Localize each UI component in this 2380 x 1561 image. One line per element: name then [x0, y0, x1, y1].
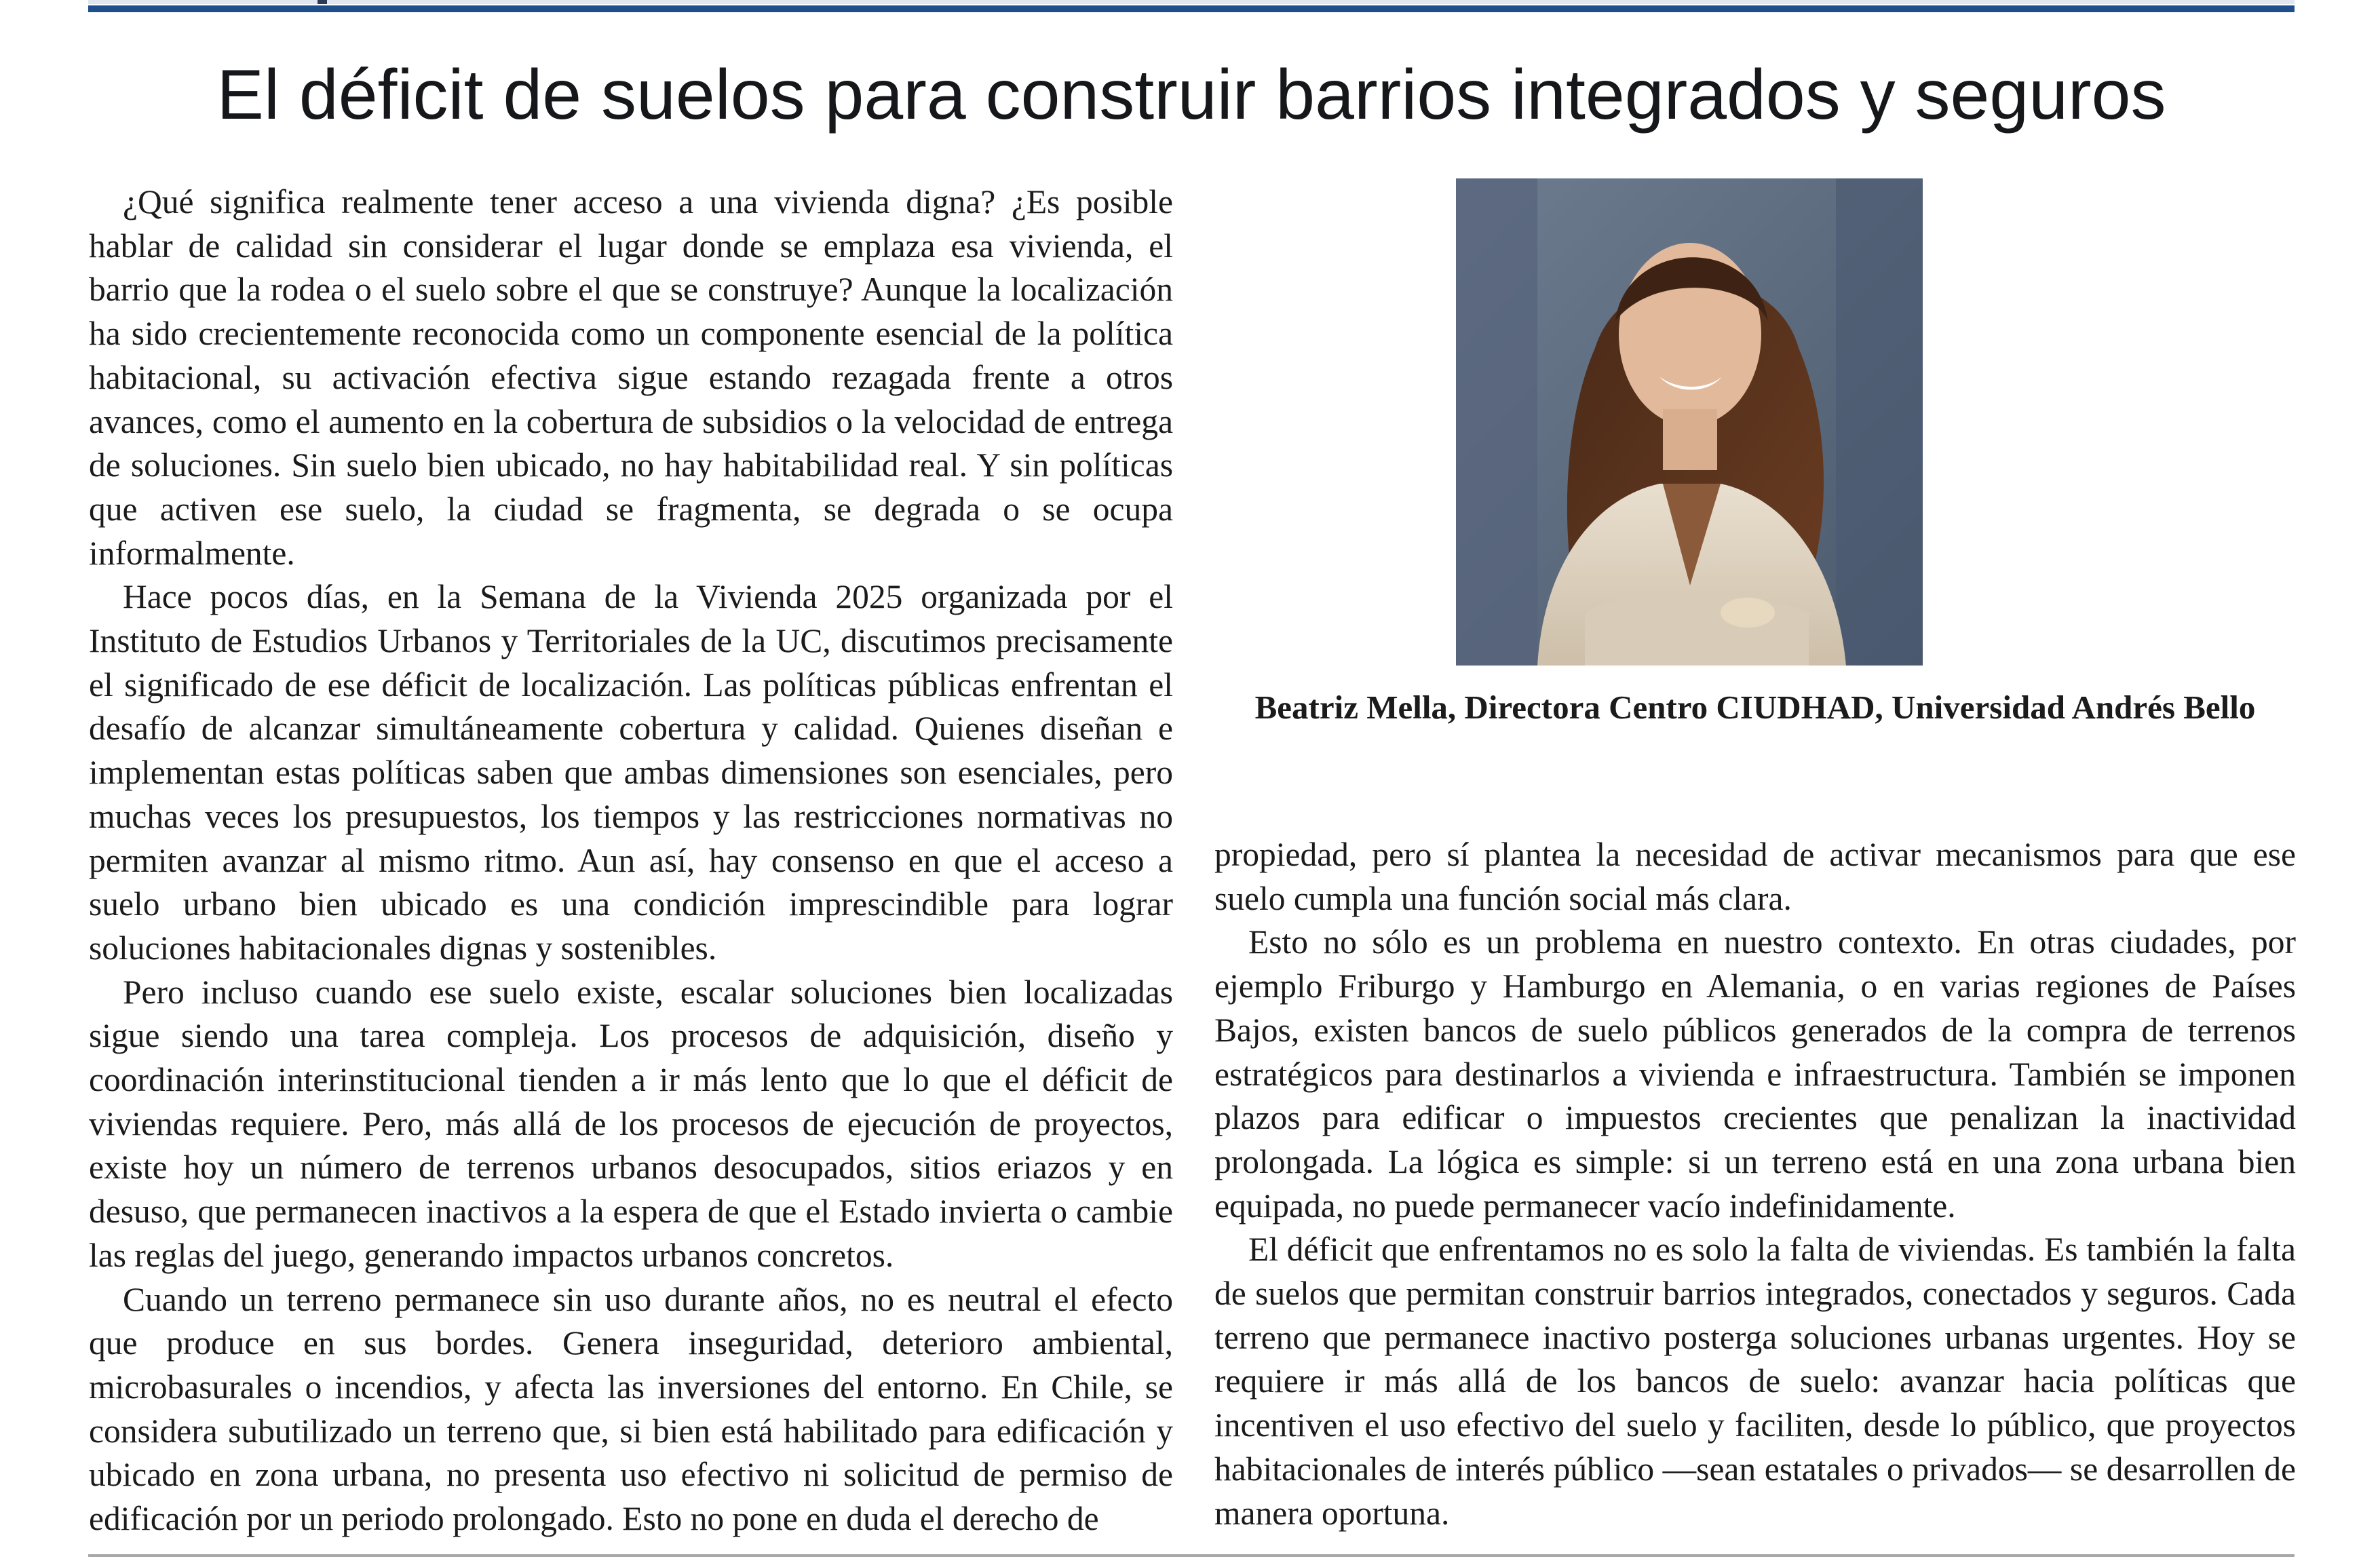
- paragraph-5: Esto no sólo es un problema en nuestro contexto. En otras ciudades, por ejemplo Friburgo y Hamburgo en Alemania, o en varias regiones de Países Bajos, existen bancos de suelo públicos generados de la compra de terrenos estratégicos para destinarlos a vivienda e infraestructura. También se imponen plazos para edificar o impuestos crecientes que penalizan la inactividad prolongada. La lógica es simple: si un terreno está en una zona urbana bien equipada, no puede permanecer vacío indefinidamente.: [1214, 923, 2296, 1225]
- footer-rule: [88, 1554, 2295, 1557]
- header-mark: [318, 0, 327, 4]
- header-rule: [88, 5, 2295, 12]
- photo-caption: Beatriz Mella, Directora Centro CIUDHAD, Universidad Andrés Bello: [1254, 689, 2256, 726]
- paragraph-4-continued: propiedad, pero sí plantea la necesidad de activar mecanismos para que ese suelo cumpla una función social más clara.: [1214, 836, 2296, 917]
- paragraph-1: ¿Qué significa realmente tener acceso a una vivienda digna? ¿Es posible hablar de calidad sin considerar el lugar donde se emplaza esa vivienda, el barrio que la rodea o el suelo sobre el que se construye? Aunque la localización ha sido crecientemente reconocida como un componente esencial de la política habitacional, su activación efectiva sigue estando rezagada frente a otros avances, como el aumento en la cobertura de subsidios o la velocidad de entrega de soluciones. Sin suelo bien ubicado, no hay habitabilidad real. Y sin políticas que activen ese suelo, la ciudad se fragmenta, se degrada o se ocupa informalmente.: [89, 183, 1173, 572]
- paragraph-2: Hace pocos días, en la Semana de la Vivienda 2025 organizada por el Instituto de Estudios Urbanos y Territoriales de la UC, discutimos precisamente el significado de ese déficit de localización. Las políticas públicas enfrentan el desafío de alcanzar simultáneamente cobertura y calidad. Quienes diseñan e implementan estas políticas saben que ambas dimensiones son esenciales, pero muchas veces los presupuestos, los tiempos y las restricciones normativas no permiten avanzar al mismo ritmo. Aun así, hay consenso en que el acceso a suelo urbano bien ubicado es una condición imprescindible para lograr soluciones habitacionales dignas y sostenibles.: [89, 578, 1173, 967]
- article-column-right: [1214, 833, 2296, 1545]
- paragraph-3: Pero incluso cuando ese suelo existe, escalar soluciones bien localizadas sigue siendo una tarea compleja. Los procesos de adquisición, diseño y coordinación interinstitucional tienden a ir más lento que lo que el déficit de viviendas requiere. Pero, más allá de los procesos de ejecución de proyectos, existe hoy un número de terrenos urbanos desocupados, sitios eriazos y en desuso, que permanecen inactivos a la espera de que el Estado invierta o cambie las reglas del juego, generando impactos urbanos concretos.: [89, 973, 1173, 1274]
- article-column-left: [89, 180, 1173, 1537]
- paragraph-4: Cuando un terreno permanece sin uso durante años, no es neutral el efecto que produce en sus bordes. Genera inseguridad, deterioro ambiental, microbasurales o incendios, y afecta las inversiones del entorno. En Chile, se considera subutilizado un terreno que, si bien está habilitado para edificación y ubicado en zona urbana, no presenta uso efectivo ni solicitud de permiso de edificación por un periodo prolongado. Esto no pone en duda el derecho de: [89, 1280, 1173, 1538]
- paragraph-6: El déficit que enfrentamos no es solo la falta de viviendas. Es también la falta de suelos que permitan construir barrios integrados, conectados y seguros. Cada terreno que permanece inactivo posterga soluciones urbanas urgentes. Hoy se requiere ir más allá de los bancos de suelo: avanzar hacia políticas que incentiven el uso efectivo del suelo y faciliten, desde lo público, que proyectos habitacionales de interés público —sean estatales o privados— se desarrollen de manera oportuna.: [1214, 1231, 2296, 1532]
- author-photo: [1456, 178, 1923, 666]
- author-portrait-image: [1456, 178, 1923, 666]
- top-rule-shadow: [88, 0, 2295, 4]
- article-title: El déficit de suelos para construir barrios integrados y seguros: [216, 56, 2166, 134]
